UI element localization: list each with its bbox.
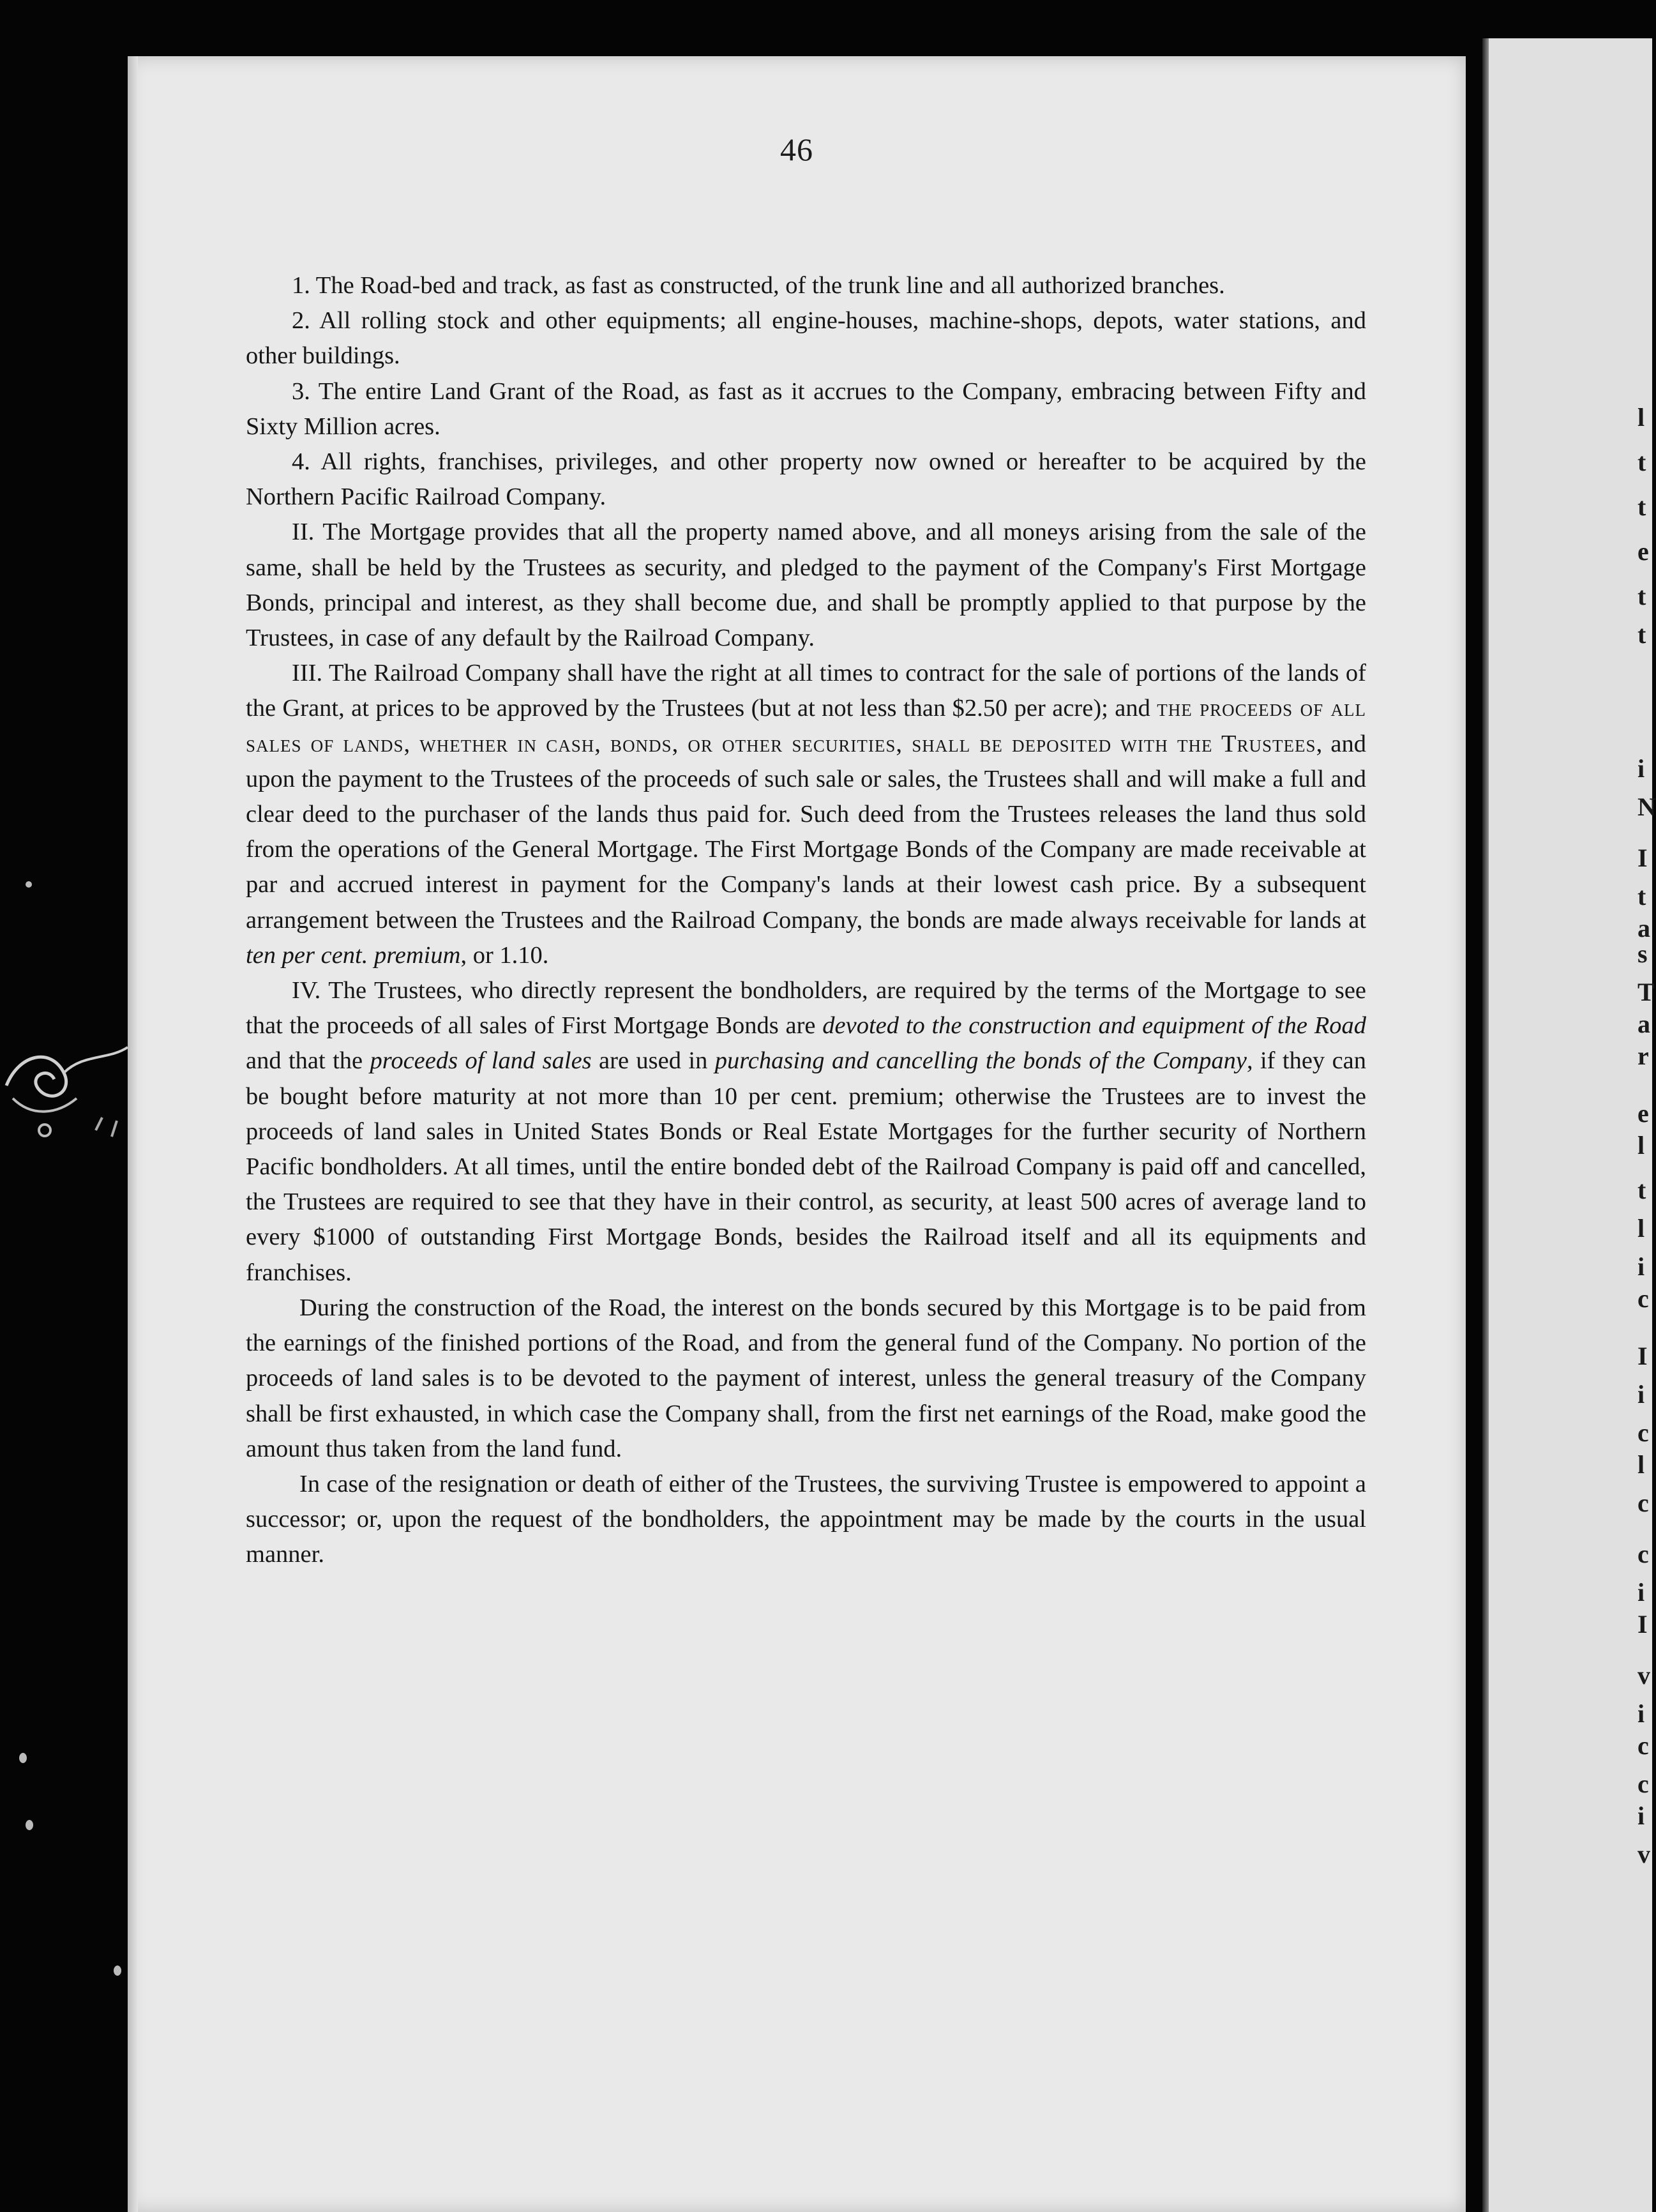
facing-page-letter: i [1637,1252,1645,1281]
facing-page-letter: r [1637,1042,1649,1070]
facing-page-letter: c [1637,1284,1649,1313]
paragraph-iv-italic-2: proceeds of land sales [370,1047,592,1075]
paragraph-iii-part-e: , or 1.10. [460,941,549,969]
paragraph-iii-part-c: , and upon the payment to the Trustees of the proceeds of such sale or sales, the Trustees shall and will make a full and clear deed to the purchaser of the lands thus paid for. Such deed from the Trustees releases the land thus sold from the operations of the General Mortgage. The First Mortgage Bonds of the Company are made receivable at par and accrued interest in payment for the Company's lands at their lowest cash price. By a subsequent arrangement between the Trustees and the Railroad Company, the bonds are made always receivable for lands at [246,730,1366,934]
page-number: 46 [780,132,813,167]
facing-page-letter: i [1637,1699,1645,1728]
facing-page-letter: i [1637,1801,1645,1830]
facing-page-letter: c [1637,1731,1649,1760]
margin-speck [26,1820,33,1830]
facing-page-letter: I [1637,844,1648,872]
facing-page-letter: t [1637,882,1646,911]
facing-page-letter: l [1637,403,1645,432]
facing-page-letter: N [1637,792,1656,821]
paragraph-iv-part-c: and that the [246,1047,370,1075]
facing-page-letter: a [1637,1010,1650,1038]
paragraph-iv-part-a: IV. The Trustees, who directly represent the bondholders, are required by the terms of the Mortgage to see that the proceeds of all sales of First Mortgage Bonds are [246,977,1366,1040]
facing-page-letter: i [1637,754,1645,783]
margin-speck [114,1966,121,1976]
facing-page-letter: v [1637,1840,1650,1868]
paragraph-ii: II. The Mortgage provides that all the property named above, and all moneys arising from the sale of the same, shall be held by the Trustees as security, and pledged to the payment of the Company's First Mortgage Bonds, principal and interest, as they shall become due, and shall be promptly applied to that purpose by the Trustees, in case of any default by the Railroad Company. [246,519,1366,652]
facing-page-letter: c [1637,1769,1649,1798]
paragraph-iii-part-a: III. The Railroad Company shall have the right at all times to contract for the sale of portions of the lands of the Grant, at prices to be approved by the Trustees (but at not less than $2.50 per acre); and [246,660,1366,722]
margin-speck [19,1753,27,1763]
facing-page-gutter [1482,38,1489,2212]
facing-page-letter: l [1637,1131,1645,1160]
paragraph-iv-italic-1: devoted to the construction and equipment of the Road [822,1012,1367,1040]
facing-page-letter: l [1637,1214,1645,1243]
facing-page-letter: t [1637,1176,1646,1204]
margin-ornament-icon [0,1009,147,1162]
paragraph-3: 3. The entire Land Grant of the Road, as fast as it accrues to the Company, embracing between Fifty and Sixty Million acres. [246,377,1366,440]
facing-page-letter: I [1637,1342,1648,1370]
paragraph-1: 1. The Road-bed and track, as fast as constructed, of the trunk line and all authorized branches. [292,272,1225,299]
facing-page-letter: e [1637,1099,1649,1128]
facing-page-letter: l [1637,1450,1645,1479]
facing-page-letter: i [1637,1380,1645,1409]
facing-page-letter: t [1637,492,1646,521]
paragraph-iv-part-e: are used in [591,1047,715,1075]
paragraph-iii-italic: ten per cent. premium [246,941,461,969]
facing-page-edge [1482,38,1652,2212]
facing-page-letter: i [1637,1578,1645,1607]
paragraph-4: 4. All rights, franchises, privileges, and other property now owned or hereafter to be acquired by the Northern Pacific Railroad Company. [246,448,1366,511]
facing-page-letter: a [1637,914,1650,943]
facing-page-letter: e [1637,537,1649,566]
facing-page-letter: c [1637,1489,1649,1517]
paragraph-iv-italic-3: purchasing and cancelling the bonds of the Company [714,1047,1247,1075]
facing-page-letter: I [1637,1610,1648,1639]
facing-page-letter: t [1637,582,1646,610]
paragraph-2: 2. All rolling stock and other equipments; all engine-houses, machine-shops, depots, water stations, and other buildings. [246,307,1366,370]
paragraph-interest: During the construction of the Road, the interest on the bonds secured by this Mortgage is to be paid from the earnings of the finished portions of the Road, and from the general fund of the Company. No portion of the proceeds of land sales is to be devoted to the payment of interest, unless the general treasury of the Company shall be first exhausted, in which case the Company shall, from the first net earnings of the Road, make good the amount thus taken from the land fund. [246,1294,1366,1462]
margin-speck [26,881,32,888]
paragraph-trustees: In case of the resignation or death of either of the Trustees, the surviving Trustee is empowered to appoint a successor; or, upon the request of the bondholders, the appointment may be made by the courts in the usual manner. [246,1470,1366,1568]
paragraph-iii-smallcaps: the proceeds of all sales of lands, whether in cash, bonds, or other securities, shall be deposited with the Trustees [246,695,1367,757]
body-text [246,268,1366,1573]
facing-page-letter: c [1637,1418,1649,1447]
paragraph-iii [246,656,1366,973]
paragraph-iv [246,973,1366,1291]
facing-page-letter: s [1637,939,1648,968]
paragraph-iv-part-g: , if they can be bought before maturity at not more than 10 per cent. premium; otherwise the Trustees are to invest the proceeds of land sales in United States Bonds or Real Estate Mortgages for the further security of Northern Pacific bondholders. At all times, until the entire bonded debt of the Railroad Company is paid off and cancelled, the Trustees are required to see that they have in their control, as security, at least 500 acres of average land to every $1000 of outstanding First Mortgage Bonds, besides the Railroad itself and all its equipments and franchises. [246,1047,1366,1286]
facing-page-letter: v [1637,1661,1650,1690]
facing-page-letter: c [1637,1540,1649,1568]
facing-page-letter: t [1637,448,1646,476]
facing-page-letter: t [1637,620,1646,649]
facing-page-letter: T [1637,978,1655,1006]
